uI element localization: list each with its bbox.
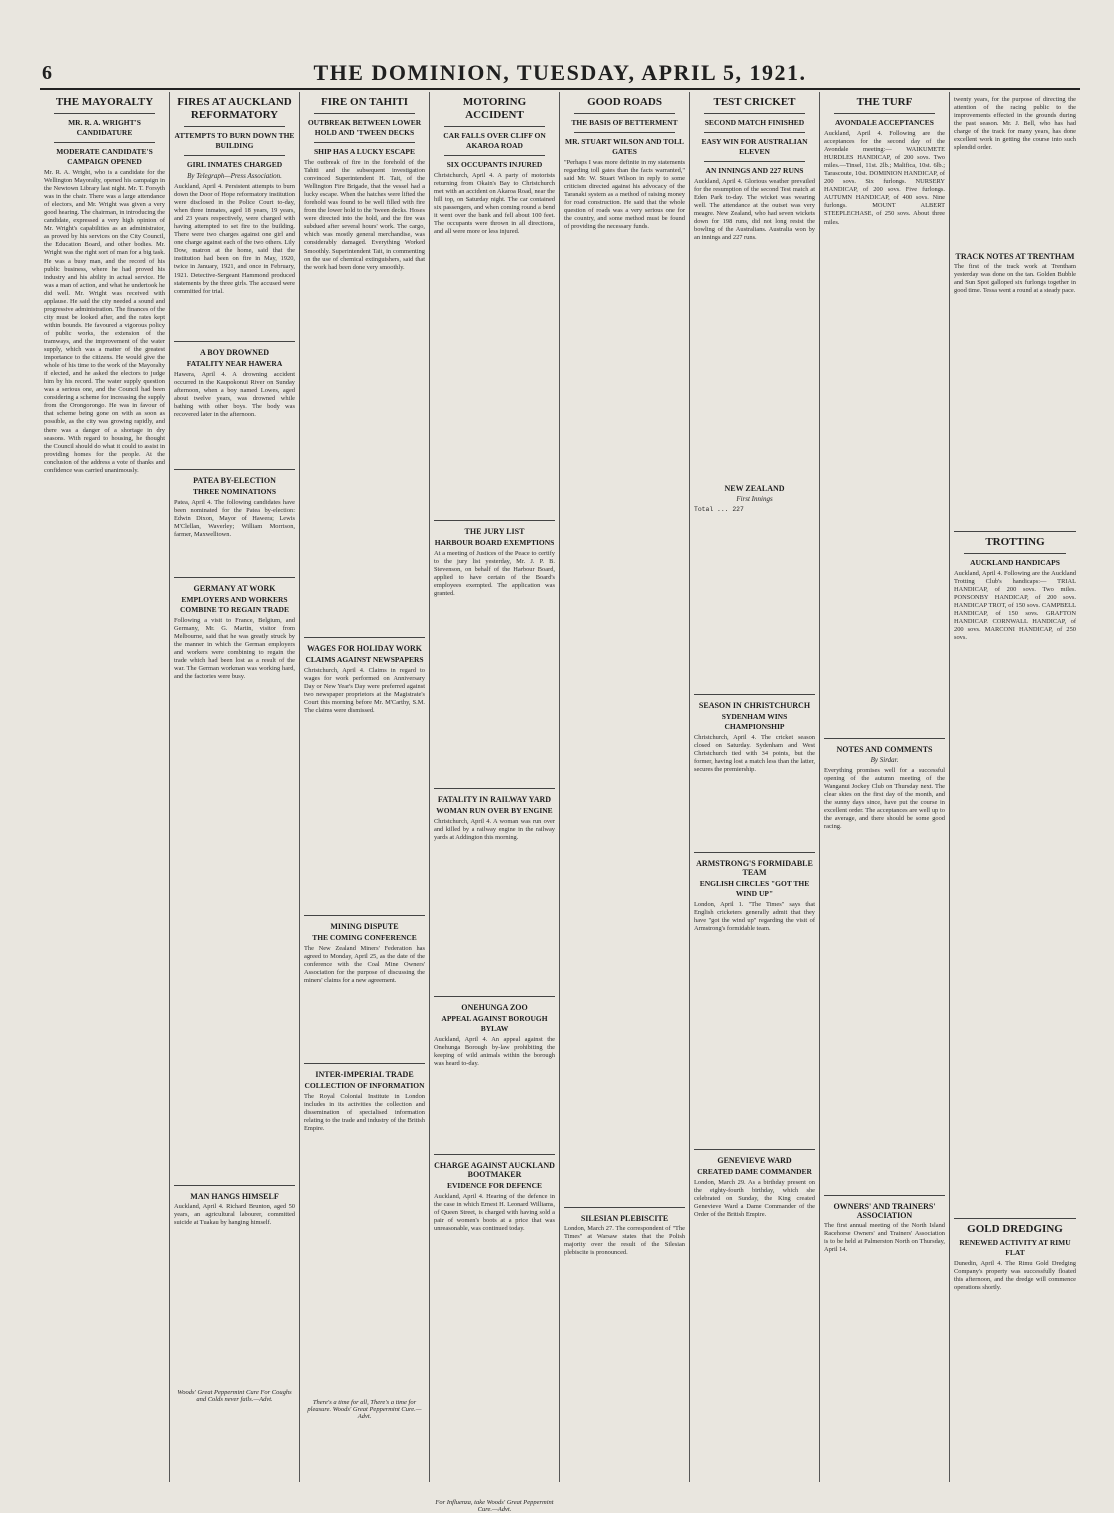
divider (954, 531, 1076, 532)
section-body: Auckland, April 4. Following are the Auckland Trotting Club's handicaps:— TRIAL HANDICAP, of 200 sovs. Two miles. PONSONBY HANDICAP, of 200 sovs. HANDICAP TROT, of 150 sovs. CAMPBELL HANDICAP, of 150 sovs. GRAFTON HANDICAP. CORNWALL HANDICAP, of 200 sovs. MARCONI HANDICAP, of 250 sovs. (954, 570, 1076, 642)
article-body: twenty years, for the purpose of directing the attention of the racing public to the improvements effected in the grounds during the past season. Mr. J. Bell, who has had charge of the track for many years, has done excellent work in getting the course into such splendid order. (954, 96, 1076, 152)
section-body: Dunedin, April 4. The Rimu Gold Dredging Company's property was successfully floated this afternoon, and the dredge will commence operations shortly. (954, 1260, 1076, 1292)
divider (174, 577, 295, 578)
divider (434, 996, 555, 997)
section-headline: GENEVIEVE WARD (717, 1156, 792, 1165)
subheadline: SHIP HAS A LUCKY ESCAPE (314, 147, 415, 156)
section-headline: GERMANY AT WORK (193, 584, 276, 593)
section-headline: CHARGE AGAINST AUCKLAND BOOTMAKER (434, 1161, 555, 1179)
section-body: The Royal Colonial Institute in London includes in its activities the collection and dissemination of specialised information relating to the trade and industry of the British Empire. (304, 1093, 425, 1133)
divider (964, 553, 1066, 554)
section-headline: ARMSTRONG'S FORMIDABLE TEAM (696, 859, 813, 877)
section-sub: CLAIMS AGAINST NEWSPAPERS (305, 655, 424, 664)
headline: FIRE ON TAHITI (320, 96, 408, 108)
headline: TEST CRICKET (713, 96, 796, 108)
article-body: Auckland, April 4. Persistent attempts to burn down the Door of Hope reformatory institution were disclosed in the Police Court to-day, when three inmates, aged 18 years, 19 years, and 23 years respectively, were charged with having attempted to set fire to the building. There were two charges against one girl and one charge against each of the two others. Lily Dow, matron at the home, said that the institution had been on fire in May, 1920, twice in January, 1921, and once in February, 1921. Detective-Sergeant Hammond produced statements by the three girls. The accused were committed for trial. (174, 183, 295, 295)
divider (564, 1207, 685, 1208)
section-sub: AUCKLAND HANDICAPS (970, 558, 1060, 567)
divider (824, 738, 945, 739)
section-body: Auckland, April 4. An appeal against the Onehunga Borough by-law prohibiting the keeping of wild animals within the borough was heard to-day. (434, 1036, 555, 1068)
divider (314, 142, 415, 143)
column-7 (820, 92, 950, 1482)
advertisement: Woods' Great Peppermint Cure For Coughs and Colds never fails.—Advt. (177, 1389, 292, 1403)
divider (54, 142, 155, 143)
section-body: At a meeting of Justices of the Peace to certify to the jury list yesterday, Mr. J. P. B. Stevenson, on behalf of the Harbour Board, applied to have certain of the Board's employees exempted. The application was granted. (434, 550, 555, 598)
divider (174, 341, 295, 342)
divider (694, 694, 815, 695)
divider (834, 113, 935, 114)
subheadline: ATTEMPTS TO BURN DOWN THE BUILDING (174, 131, 295, 150)
divider (304, 637, 425, 638)
section-headline: GOLD DREDGING (967, 1223, 1063, 1235)
section-sub: THREE NOMINATIONS (193, 487, 276, 496)
section-headline: THE JURY LIST (464, 527, 525, 536)
section-headline: INTER-IMPERIAL TRADE (315, 1070, 414, 1079)
article-body: Mr. R. A. Wright, who is a candidate for the Wellington Mayoralty, opened his campaign in the Newtown Library last night. Mr. T. Forsyth was in the chair. There was a large attendance of electors, and Mr. Wright was given a very good hearing. The chairman, in introducing the candidate, expressed a very high opinion of Mr. Wright's capabilities as an administrator, as proved by his services on the City Council, the Education Board, and other bodies. Mr. Wright was the right sort of man for a big task. He was a busy man, and the record of his public business, where he had proved his industry and his ability in actual service. He was a man of action, and what he undertook he did well. Mr. Wright was received with applause. He said the city needed a sound and progressive administration. The finances of the city must be looked after, and the rates kept within bounds. He favoured a vigorous policy of public works, the extension of the tramways, and the improvement of the water supply, which was a matter of the greatest importance to the citizens. He would give the whole of his time to the work of the Mayoralty if elected, and he asked the electors to judge him by his record. The water supply question was a serious one, and the Council had been considering a scheme for increasing the supply from the Orongorongo. He was in favour of that scheme being gone on with as soon as possible, as the city was growing rapidly, and there was a danger of a shortage in dry seasons. With regard to housing, he thought the Council should do what it could to assist in providing homes for the people. At the conclusion of the address a vote of thanks and confidence was carried unanimously. (44, 169, 165, 474)
divider (314, 113, 415, 114)
section-body: Hawera, April 4. A drowning accident occurred in the Kaupokonui River on Sunday afternoon, when a boy named Lowes, aged about twelve years, was drowned while bathing with other boys. The body was recovered later in the afternoon. (174, 371, 295, 419)
section-sub: HARBOUR BOARD EXEMPTIONS (434, 538, 555, 547)
section-sub: EVIDENCE FOR DEFENCE (446, 1181, 542, 1190)
column-6 (690, 92, 820, 1482)
section-headline: A BOY DROWNED (199, 348, 270, 357)
subheadline: MODERATE CANDIDATE'S CAMPAIGN OPENED (56, 147, 153, 166)
section-sub: ENGLISH CIRCLES "GOT THE WIND UP" (699, 879, 810, 898)
section-body: The first of the track work at Trentham yesterday was done on the tan. Golden Bubble and Sun Spot galloped six furlongs together in good time. Tessa went a round at a steady pace. (954, 263, 1076, 295)
section-body: London, March 27. The correspondent of "The Times" at Warsaw states that the Polish majority over the result of the Silesian plebiscite is pronounced. (564, 1225, 685, 1257)
article-body: Christchurch, April 4. A party of motorists returning from Okain's Bay to Christchurch met with an accident on Akaroa Road, near the hill top, on Saturday night. The car contained six passengers, and when coming round a bend it went over the bank and fell about 100 feet. The occupants were thrown in all directions, and all were more or less injured. (434, 172, 555, 236)
column-4 (430, 92, 560, 1513)
section-headline: TRACK NOTES AT TRENTHAM (955, 252, 1075, 261)
section-body: Auckland, April 4. Hearing of the defence in the case in which Ernest H. Leonard Williams, of Queen Street, is charged with having sold a pair of women's boots at a price that was unreasonable, was continued today. (434, 1193, 555, 1233)
headline: FIRES AT AUCKLAND REFORMATORY (177, 96, 292, 121)
section-headline: SILESIAN PLEBISCITE (580, 1214, 669, 1223)
section-body: Christchurch, April 4. The cricket season closed on Saturday. Sydenham and West Christchurch tied with 34 points, but the former, having lost a match less than the latter, secures the premiership. (694, 734, 815, 774)
section-headline: FATALITY IN RAILWAY YARD (437, 795, 552, 804)
article-body: Auckland, April 4. Following are the acceptances for the second day of the Avondale meeting:— WAIKUMETE HURDLES HANDICAP, of 200 sovs. Two miles.—Tinsel, 11st. 2lb.; Malifica, 10st. 6lb.; Tarascoute, 10st. DOMINION HANDICAP, of 200 sovs. Six furlongs. NURSERY HANDICAP, of 200 sovs. Five furlongs. AUTUMN HANDICAP, of 400 sovs. Nine furlongs. MOUNT ALBERT STEEPLECHASE, of 250 sovs. About three miles. (824, 130, 945, 226)
divider (304, 915, 425, 916)
advertisement: For Influenza, take Woods' Great Peppermint Cure.—Advt. (435, 1499, 554, 1513)
subheadline: MR. STUART WILSON AND TOLL GATES (564, 137, 684, 156)
section-body: Following a visit to France, Belgium, and Germany, Mr. G. Martin, visitor from Melbourne, said that he was greatly struck by the manner in which the German employers and workers were combining to regain the trade which had been lost as a result of the war. The German workman was working hard, and the factories were busy. (174, 617, 295, 681)
section-sub: SYDENHAM WINS CHAMPIONSHIP (721, 712, 788, 731)
divider (694, 852, 815, 853)
section-body: Auckland, April 4. Richard Brunton, aged 50 years, an agricultural labourer, committed suicide at Tuakau by hanging himself. (174, 1203, 295, 1227)
headline: THE TURF (856, 96, 913, 108)
column-5 (560, 92, 690, 1482)
subheadline: OUTBREAK BETWEEN LOWER HOLD AND 'TWEEN DECKS (307, 118, 422, 137)
section-sub: COLLECTION OF INFORMATION (304, 1081, 425, 1090)
divider (174, 469, 295, 470)
subheadline: AN INNINGS AND 227 RUNS (705, 166, 804, 175)
column-8 (950, 92, 1080, 1482)
section-sub: EMPLOYERS AND WORKERS COMBINE TO REGAIN TRADE (180, 595, 289, 614)
column-3 (300, 92, 430, 1482)
divider (304, 1063, 425, 1064)
divider (444, 155, 545, 156)
divider (184, 155, 285, 156)
headline: MOTORING ACCIDENT (462, 96, 527, 121)
headline: GOOD ROADS (587, 96, 662, 108)
advertisement: There's a time for all, There's a time for pleasure. Woods' Great Peppermint Cure.—Advt. (307, 1399, 422, 1420)
divider (434, 1154, 555, 1155)
section-body: The first annual meeting of the North Island Racehorse Owners' and Trainers' Association is to be held at Palmerston North on Thursday, April 14. (824, 1222, 945, 1254)
divider (174, 1185, 295, 1186)
section-headline: TROTTING (985, 536, 1045, 548)
section-headline: SEASON IN CHRISTCHURCH (698, 701, 811, 710)
divider (704, 113, 805, 114)
subheadline: SIX OCCUPANTS INJURED (446, 160, 543, 169)
subheadline: SECOND MATCH FINISHED (704, 118, 805, 127)
section-headline: MAN HANGS HIMSELF (190, 1192, 279, 1201)
subheadline: MR. R. A. WRIGHT'S CANDIDATURE (68, 118, 141, 137)
subheadline: EASY WIN FOR AUSTRALIAN ELEVEN (701, 137, 808, 156)
page-number: 6 (42, 62, 52, 84)
divider (954, 1218, 1076, 1219)
section-body: London, April 1. "The Times" says that English cricketers generally admit that they have "got the wind up" regarding the visit of Armstrong's formidable team. (694, 901, 815, 933)
article-body: "Perhaps I was more definite in my statements regarding toll gates than the facts warranted," said Mr. W. Stuart Wilson in reply to some criticism directed against his advocacy of the Taranaki system as a method of raising money for road construction. He said that the whole question of roads was a very serious one for the country, and some method must be found of providing the necessary funds. (564, 159, 685, 231)
section-sub: CREATED DAME COMMANDER (697, 1167, 812, 1176)
divider (574, 113, 675, 114)
masthead-title: THE DOMINION, TUESDAY, APRIL 5, 1921. (313, 60, 807, 85)
divider (434, 520, 555, 521)
section-body: Patea, April 4. The following candidates have been nominated for the Patea by-election: Edwin Dixon, Mayor of Hawera; Lewis M'Clellan, Waverley; William Morrison, farmer, Maxwelltown. (174, 499, 295, 539)
subheadline: THE BASIS OF BETTERMENT (571, 118, 678, 127)
column-2 (170, 92, 300, 1482)
column-1 (40, 92, 170, 1482)
section-headline: NOTES AND COMMENTS (836, 745, 933, 754)
section-sub: WOMAN RUN OVER BY ENGINE (436, 806, 553, 815)
divider (54, 113, 155, 114)
divider (704, 161, 805, 162)
article-body: The outbreak of fire in the forehold of the Tahiti and the subsequent investigation convinced Superintendent H. Tait, of the Wellington Fire Brigade, that the vessel had a lucky escape. When the hatches were lifted the forehold was found to be well filled with fire from the lower hold to the 'tween decks. Hoses were directed into the hold, and the fire was subdued after several hours' work. The cargo, which was mostly general merchandise, was considerably damaged. Everything Worked Smoothly. Superintendent Tait, in commenting on the use of chemical extinguishers, said that the work had been done very smoothly. (304, 159, 425, 271)
section-body: London, March 29. As a birthday present on the eighty-fourth birthday, which she celebrated on Sunday, the King created Genevieve Ward a Dame Commander of the Order of the British Empire. (694, 1179, 815, 1219)
divider (574, 132, 675, 133)
headline: THE MAYORALTY (55, 96, 154, 108)
section-sub: THE COMING CONFERENCE (312, 933, 417, 942)
scoreboard-innings: First Innings (736, 495, 773, 503)
section-body: Christchurch, April 4. Claims in regard to wages for work performed on Anniversary Day or New Year's Day were preferred against two newspaper proprietors at the Magistrate's Court this morning before Mr. M'Carthy, S.M. The claims were dismissed. (304, 667, 425, 715)
divider (184, 126, 285, 127)
section-sub: APPEAL AGAINST BOROUGH BYLAW (441, 1014, 548, 1033)
section-headline: WAGES FOR HOLIDAY WORK (306, 644, 423, 653)
divider (434, 788, 555, 789)
scoreboard-total: Total ... 227 (694, 506, 744, 513)
section-sub: RENEWED ACTIVITY AT RIMU FLAT (959, 1238, 1071, 1257)
divider (444, 126, 545, 127)
subheadline: CAR FALLS OVER CLIFF ON AKAROA ROAD (443, 131, 546, 150)
masthead (40, 58, 1080, 90)
section-headline: MINING DISPUTE (330, 922, 399, 931)
scoreboard-title: NEW ZEALAND (724, 484, 785, 493)
section-body: The New Zealand Miners' Federation has agreed to Monday, April 25, as the date of the conference with the Coal Mine Owners' Association for the purpose of discussing the miners' claims for a new agreement. (304, 945, 425, 985)
section-headline: PATEA BY-ELECTION (193, 476, 276, 485)
byline: By Telegraph—Press Association. (187, 172, 282, 180)
section-body: Everything promises well for a successful opening of the autumn meeting of the Wanganui Jockey Club on Thursday next. The clear skies on the first day of the month, and the sunny days since, have put the course in excellent order. The acceptances are well up to the average, and there should be some good racing. (824, 767, 945, 831)
columns (40, 92, 1080, 1513)
section-headline: OWNERS' AND TRAINERS' ASSOCIATION (833, 1202, 936, 1220)
article-body: Auckland, April 4. Glorious weather prevailed for the resumption of the second Test match at Eden Park to-day. The wicket was wearing well. The attendance at the outset was very meagre. New Zealand, who had seven wickets down for 198 runs, did not long resist the bowling of the Australians. Australia won by an innings and 227 runs. (694, 178, 815, 242)
subheadline: GIRL INMATES CHARGED (186, 160, 283, 169)
section-byline: By Sirdar. (870, 756, 899, 764)
divider (824, 1195, 945, 1196)
section-body: Christchurch, April 4. A woman was run over and killed by a railway engine in the railway yards at Addington this morning. (434, 818, 555, 842)
section-headline: ONEHUNGA ZOO (461, 1003, 528, 1012)
subheadline: AVONDALE ACCEPTANCES (835, 118, 934, 127)
divider (704, 132, 805, 133)
section-sub: FATALITY NEAR HAWERA (186, 359, 283, 368)
divider (694, 1149, 815, 1150)
